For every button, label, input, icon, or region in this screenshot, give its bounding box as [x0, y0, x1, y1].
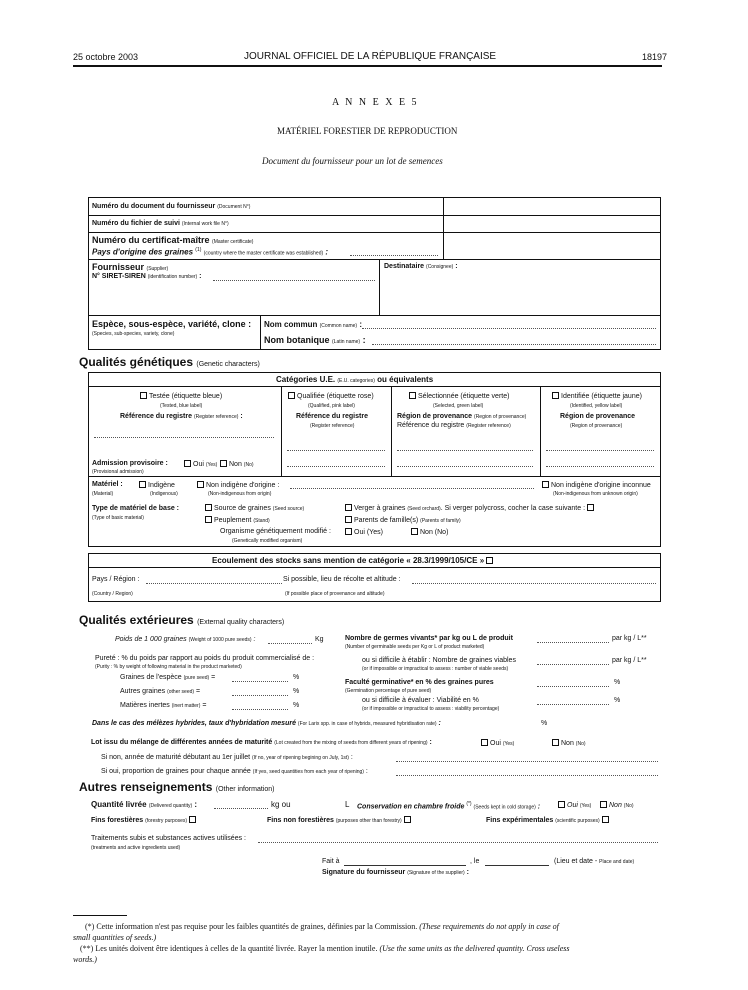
- thousand-seed-weight: Poids de 1 000 graines (Weight of 1000 pure seeds) :: [115, 636, 256, 643]
- non-indigenous-checkbox[interactable]: Non indigène d'origine :: [197, 481, 279, 489]
- non-indigenous-unknown-checkbox[interactable]: Non indigène d'origine inconnue: [542, 481, 651, 489]
- identified-checkbox[interactable]: Identifiée (étiquette jaune): [552, 392, 642, 400]
- annexe-subtitle: MATÉRIEL FORESTIER DE REPRODUCTION: [277, 126, 458, 136]
- delivered-quantity-label: Quantité livrée (Delivered quantity) :: [91, 800, 198, 809]
- journal-title: JOURNAL OFFICIEL DE LA RÉPUBLIQUE FRANÇAISE: [244, 51, 497, 62]
- eu-categories-header: Catégories U.E. (E.U. categories) ou équivalents: [276, 375, 434, 384]
- place-date-label: (Lieu et date - Place and date): [554, 858, 635, 865]
- footnote-2: (**) Les unités doivent être identiques à celles de la quantité livrée. Rayer la mention inutile. (Use the same units as the delivered quantity. Cross useless: [80, 944, 570, 953]
- treatments-label: Traitements subis et substances actives utilisées :: [91, 835, 246, 842]
- purity-label: Pureté : % du poids par rapport au poids du produit commercialisé de :: [95, 655, 315, 662]
- supplier-doc-number-label: Numéro du document du fournisseur (Document N°): [92, 203, 251, 210]
- other-seed-label: Autres graines (other seed) =: [120, 688, 201, 695]
- scientific-purposes-checkbox[interactable]: Fins expérimentales (scientific purposes): [486, 816, 611, 824]
- germination-label: Faculté germinative* en % des graines pures: [345, 679, 494, 686]
- viability-label: ou si difficile à évaluer : Viabilité en %: [362, 697, 479, 704]
- ripening-year-label: Si non, année de maturité débutant au 1er juillet (If no, year of ripening begining on July, 1st) :: [101, 754, 353, 761]
- cold-storage-no-checkbox[interactable]: Non (No): [600, 801, 634, 809]
- page-number: 18197: [642, 52, 668, 62]
- pure-seed-label: Graines de l'espèce (pure seed) =: [120, 674, 216, 681]
- gmo-yes-checkbox[interactable]: Oui (Yes): [345, 528, 383, 536]
- mixed-years-label: Lot issu du mélange de différentes années de maturité (Lot created from the mixing of seeds from different years of ripening) :: [91, 739, 432, 746]
- genetic-section-title: Qualités génétiques (Genetic characters): [79, 355, 260, 369]
- tested-register-ref: Référence du registre (Register reference) :: [120, 413, 243, 420]
- seed-orchard-checkbox[interactable]: Verger à graines (Seed orchard). Si verger polycross, cocher la case suivante :: [345, 504, 596, 512]
- header-rule: [73, 65, 662, 67]
- cold-storage-yes-checkbox[interactable]: Oui (Yes): [558, 801, 591, 809]
- non-forestry-purposes-checkbox[interactable]: Fins non forestières (purposes other than forestry): [267, 816, 413, 824]
- seed-source-checkbox[interactable]: Source de graines (Seed source): [205, 504, 304, 512]
- external-section-title: Qualités extérieures (External quality characters): [79, 613, 285, 627]
- gmo-no-checkbox[interactable]: Non (No): [411, 528, 448, 536]
- harvest-place-label: Si possible, lieu de récolte et altitude :: [283, 576, 401, 583]
- selected-provenance: Région de provenance (Region of provenance): [397, 413, 527, 420]
- larch-hybridisation-label: Dans le cas des mélèzes hybrides, taux d'hybridation mesuré (For Larix spp. in case of hybrids, measured hybridisation rate) :: [92, 720, 441, 727]
- species-label: Espèce, sous-espèce, variété, clone :: [92, 319, 252, 329]
- supplier-label: Fournisseur (Supplier): [92, 262, 169, 272]
- identified-provenance: Région de provenance: [560, 413, 636, 420]
- origin-country-label: Pays d'origine des graines $^{(1)}$ (country where the master certificate was established) :: [92, 247, 329, 257]
- qualified-checkbox[interactable]: Qualifiée (étiquette rose): [288, 392, 374, 400]
- inert-matter-label: Matières inertes (inert matter) =: [120, 702, 207, 709]
- stock-title: Ecoulement des stocks sans mention de catégorie « 28.3/1999/105/CE »: [212, 556, 495, 565]
- master-certificate-label: Numéro du certificat-maître (Master certificate): [92, 235, 254, 245]
- germinable-seeds-label: Nombre de germes vivants* par kg ou L de produit: [345, 635, 513, 642]
- stand-checkbox[interactable]: Peuplement (Stand): [205, 516, 270, 524]
- provisional-admission-label: Admission provisoire :: [92, 460, 168, 467]
- basic-material-type-label: Type de matériel de base :: [92, 505, 180, 512]
- supplier-signature-label: Signature du fournisseur (Signature of the supplier) :: [322, 869, 470, 876]
- species-label-en: (Species, sub-species, variety, clone): [92, 331, 175, 337]
- provisional-yes-checkbox[interactable]: Oui (Yes): [184, 460, 217, 468]
- year-proportion-label: Si oui, proportion de graines pour chaque année (If yes, seed quantities from each year of ripening) :: [101, 768, 368, 775]
- indigenous-checkbox[interactable]: Indigène: [139, 481, 175, 489]
- siret-label: N° SIRET-SIREN (identification number) :: [92, 273, 202, 280]
- family-parents-checkbox[interactable]: Parents de famille(s) (Parents of family): [345, 516, 461, 524]
- forestry-purposes-checkbox[interactable]: Fins forestières (forestry purposes): [91, 816, 198, 824]
- selected-checkbox[interactable]: Sélectionnée (étiquette verte): [409, 392, 509, 400]
- viable-seeds-label: ou si difficile à établir : Nombre de graines viables: [362, 657, 516, 664]
- mixed-years-yes-checkbox[interactable]: Oui (Yes): [481, 739, 514, 747]
- selected-register-ref: Référence du registre (Register reference): [397, 422, 511, 429]
- footnote-1: (*) Cette information n'est pas requise pour les faibles quantités de graines, définies par la Commission. (These requirements do not apply in case of: [85, 922, 559, 931]
- cold-storage-label: Conservation en chambre froide (*) (Seeds kept in cold storage) :: [357, 801, 541, 811]
- gmo-label: Organisme génétiquement modifié :: [220, 528, 331, 535]
- botanical-name-label: Nom botanique (Latin name) :: [264, 335, 366, 345]
- provisional-no-checkbox[interactable]: Non (No): [220, 460, 254, 468]
- other-info-title: Autres renseignements (Other information): [79, 780, 275, 794]
- place-label: Fait à: [322, 858, 340, 865]
- consignee-label: Destinataire (Consignee) :: [384, 263, 458, 270]
- annexe-title: A N N E X E 5: [332, 97, 419, 108]
- common-name-label: Nom commun (Common name) :: [264, 320, 362, 329]
- material-label: Matériel :: [92, 481, 123, 488]
- country-region-label: Pays / Région :: [92, 576, 140, 583]
- page-date: 25 octobre 2003: [73, 52, 139, 62]
- work-file-number-label: Numéro du fichier de suivi (Internal work file N°): [92, 220, 229, 227]
- tested-checkbox[interactable]: Testée (étiquette bleue): [140, 392, 222, 400]
- document-subtitle: Document du fournisseur pour un lot de semences: [262, 156, 443, 166]
- mixed-years-no-checkbox[interactable]: Non (No): [552, 739, 586, 747]
- qualified-register-ref: Référence du registre: [296, 413, 368, 420]
